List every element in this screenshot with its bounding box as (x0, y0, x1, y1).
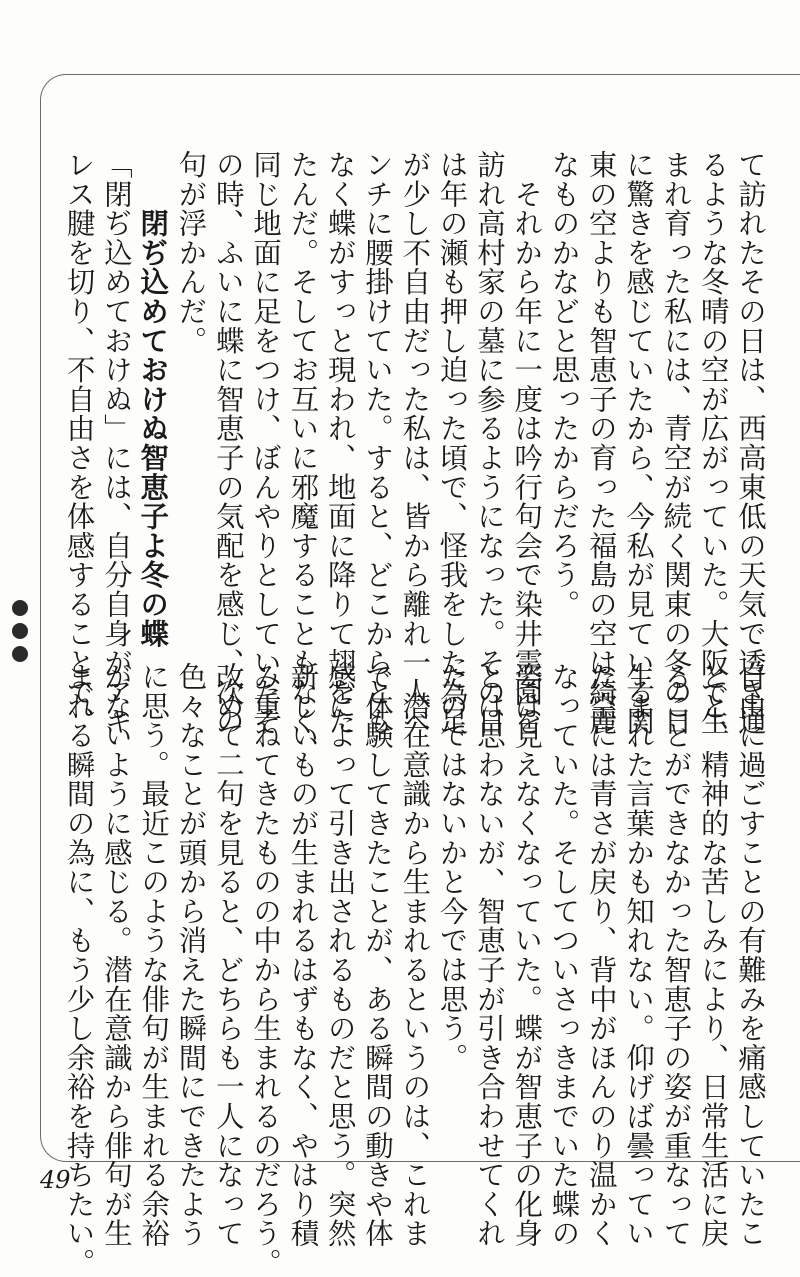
text-column: 句が浮かんだ。 (174, 150, 208, 356)
text-column: 同じ地面に足をつけ、ぼんやりとしていたそ (249, 150, 283, 736)
text-column: 訪れ高村家の墓に参るようになった。その日 (472, 150, 506, 736)
text-column: 潜在意識から生まれるというのは、これま (398, 662, 432, 1248)
text-column: は年の瀬も押し迫った頃で、怪我をした為足 (435, 150, 469, 736)
text-column: ンチに腰掛けていた。すると、どこからとも (361, 150, 394, 736)
dot-icon (12, 600, 28, 616)
text-column: 閉ぢ込めておけぬ智恵子よ冬の蝶 (136, 150, 171, 649)
text-column: 東の空よりも智恵子の育った福島の空は綺麗 (584, 150, 618, 736)
text-column: 生まれた言葉かも知れない。仰げば曇ってい (622, 662, 656, 1248)
text-column: レス腱を切り、不自由さを体感することで、 (62, 150, 96, 736)
text-column: た空には青さが戻り、背中がほんのり温かく (584, 662, 618, 1248)
text-column: 感によって引き出されるものだと思う。突然 (323, 662, 357, 1248)
text-column: に驚きを感じていたから、今私が見ている関 (622, 150, 656, 736)
text-column: なものかなどと思ったからだろう。 (547, 150, 581, 619)
text-column: 新しいものが生まれるはずもなく、やはり積 (286, 662, 320, 1248)
text-column: るような冬晴の空が広がっていた。大阪で生 (696, 150, 730, 736)
text-column: の時、ふいに蝶に智恵子の気配を感じ、次の (211, 150, 245, 736)
text-column: 姿は見えなくなっていた。蝶が智恵子の化身 (510, 662, 544, 1248)
text-column: なっていた。そしてついさっきまでいた蝶の (547, 662, 581, 1248)
text-column: たんだ。そしてお互いに邪魔することもなく、 (286, 150, 320, 766)
dot-icon (12, 623, 28, 639)
text-column: とは思わないが、智恵子が引き合わせてくれ (472, 662, 506, 1248)
dot-icon (12, 646, 28, 662)
text-column: まれる瞬間の為に、もう少し余裕を持ちたい。 (62, 662, 96, 1277)
text-column: 自由に過ごすことの有難みを痛感していたこ (734, 662, 767, 1248)
text-column: に思う。最近このような俳句が生まれる余裕 (137, 662, 171, 1248)
text-column: それから年に一度は吟行句会で染井霊園を (510, 150, 544, 736)
page-number: 49 (40, 1166, 71, 1194)
text-column: とと、精神的な苦しみにより、日常生活に戻 (696, 662, 730, 1248)
text-column: まれ育った私には、青空が続く関東の冬の日 (659, 150, 693, 736)
text-column: 色々なことが頭から消えた瞬間にできたよう (174, 662, 208, 1248)
text-column: ることができなかった智恵子の姿が重なって (659, 662, 693, 1248)
text-column: たのではないかと今では思う。 (435, 662, 469, 1073)
text-column: がないように感じる。潜在意識から俳句が生 (99, 662, 133, 1248)
text-column: が少し不自由だった私は、皆から離れ一人ベ (398, 150, 432, 736)
text-column: て訪れたその日は、西高東低の天気で透き通 (734, 150, 767, 736)
text-column: で体験してきたことが、ある瞬間の動きや体 (361, 662, 394, 1248)
text-column: なく蝶がすっと現われ、地面に降りて翅をた (323, 150, 357, 736)
text-column: 「閉ぢ込めておけぬ」には、自分自身がアキ (99, 150, 133, 736)
text-column: 改めて二句を見ると、どちらも一人になって (211, 662, 245, 1248)
decorative-dots (12, 600, 28, 662)
text-column: み重ねてきたものの中から生まれるのだろう。 (249, 662, 283, 1277)
